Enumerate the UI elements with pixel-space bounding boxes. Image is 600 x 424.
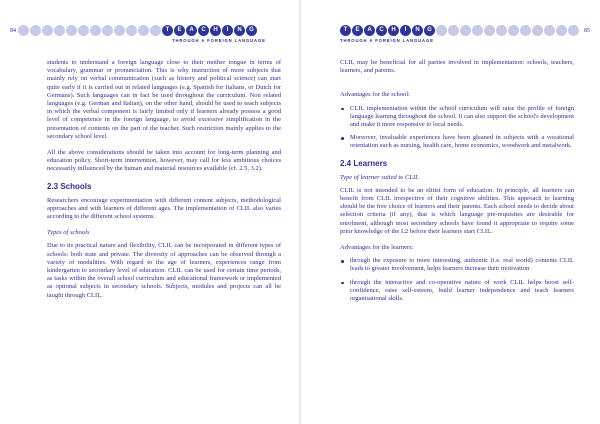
- circle-marker: [484, 25, 495, 36]
- circle-marker: [496, 25, 507, 36]
- subheading: Advantages for the learners:: [340, 244, 414, 252]
- subheading: Types of schools: [47, 229, 90, 237]
- banner-letter: E: [352, 25, 363, 36]
- section-heading: 2.3 Schools: [47, 181, 92, 191]
- circle-marker: [78, 25, 89, 36]
- circle-marker: [30, 25, 41, 36]
- circle-marker: [102, 25, 113, 36]
- bullet-list: [340, 105, 574, 151]
- list-item: Moreover, invaluable experiences have been gleaned in subjects with a vocational orientation such as nursing, health care, home economics, woodwork and metalwork.: [340, 134, 574, 150]
- banner-letter: C: [376, 25, 387, 36]
- header-tagline-right: THROUGH A FOREIGN LANGUAGE: [340, 38, 434, 43]
- banner-letter: H: [388, 25, 399, 36]
- circle-marker: [150, 25, 161, 36]
- list-item: CLIL implementation within the school curriculum will raise the profile of foreign language learning throughout the school. It can also support the school's development and make it more responsive to local needs.: [340, 105, 574, 130]
- circle-marker: [436, 25, 447, 36]
- paragraph: CLIL is not intended to be an elitist form of education. In principle, all learners can benefit from CLIL irrespective of their cognitive abilities. This approach to learning should be the free choice of learners and their parents. Each school needs to decide about selection criteria (if any), that is which language pre-requisites are desirable for enrolment, although most secondary schools have found it appropriate to require some prior knowledge of the L2 before their learners start CLIL.: [340, 186, 574, 235]
- banner-letter: C: [198, 25, 209, 36]
- circle-marker: [568, 25, 579, 36]
- subheading: Type of learner suited to CLIL: [340, 173, 419, 181]
- circle-marker: [508, 25, 519, 36]
- circle-marker: [54, 25, 65, 36]
- circle-marker: [18, 25, 29, 36]
- circle-marker: [556, 25, 567, 36]
- header-banner-left: [18, 25, 258, 36]
- banner-letter: G: [246, 25, 257, 36]
- banner-letter: A: [186, 25, 197, 36]
- banner-letter: E: [174, 25, 185, 36]
- paragraph: Due to its practical nature and flexibility, CLIL can be incorporated in different types of schools: both state and private. The diversity of approaches can be observed through a variety of modalities. With regard to the age of learners, experiences range from kindergarten to secondary level of education. CLIL can be used for certain time periods, as tasks within the overall school curriculum and educational framework or implemented as optional subjects in secondary schools. Subjects, modules and projects can all be taught through CLIL.: [47, 242, 281, 299]
- bullet-list: [340, 257, 574, 303]
- banner-letter: I: [400, 25, 411, 36]
- page-number-right: 85: [584, 28, 590, 34]
- subheading: Advantages for the school:: [340, 91, 410, 99]
- section-heading: 2.4 Learners: [340, 158, 388, 168]
- circle-marker: [42, 25, 53, 36]
- right-page-body: [340, 59, 574, 303]
- banner-letter: N: [234, 25, 245, 36]
- banner-letter: T: [162, 25, 173, 36]
- right-page: [300, 0, 600, 424]
- banner-letter: N: [412, 25, 423, 36]
- circle-marker: [138, 25, 149, 36]
- banner-letter: T: [340, 25, 351, 36]
- paragraph: students to understand a foreign language close to their mother tongue in terms of vocabulary, grammar or pronunciation. This is why instruction of more subjects that mainly rely on verbal communication (such as history and political science) can start quite early if it is carried out in related languages (e.g. Spanish for Italians, or Dutch for Germans). Such languages can in fact be used throughout the curriculum. Non related languages (e.g. German and Italian), on the other hand, should be used to teach subjects in which the verbal component is fairly limited only if learners already possess a good level of competence in the foreign language, to avoid excessive simplification in the presentation of contents on the part of the teacher. Such restriction mainly applies to the secondary school level.: [47, 59, 281, 140]
- list-item: through the exposure to more interesting, authentic (i.e. real world) contents CLIL leads to greater involvement, helps learners increase their motivation: [340, 257, 574, 273]
- circle-marker: [66, 25, 77, 36]
- left-page-body: [47, 59, 281, 300]
- circle-marker: [460, 25, 471, 36]
- circle-marker: [532, 25, 543, 36]
- banner-letter: G: [424, 25, 435, 36]
- circle-marker: [472, 25, 483, 36]
- circle-marker: [114, 25, 125, 36]
- list-item: through the interactive and co-operative nature of work CLIL helps boost self-confidence, raise self-esteem, build learner independence and teach learners organisational skills.: [340, 279, 574, 304]
- page-number-left: 84: [10, 28, 16, 34]
- banner-letter: A: [364, 25, 375, 36]
- circle-marker: [126, 25, 137, 36]
- circle-marker: [544, 25, 555, 36]
- paragraph: All the above considerations should be taken into account for long-term planning and education policy. Short-term intervention, however, may call for less ambitious choices necessarily influenced by the human and material resources available (cf. 2.5, 3.2).: [47, 149, 281, 173]
- header-banner-right: [340, 25, 580, 36]
- banner-letter: I: [222, 25, 233, 36]
- circle-marker: [520, 25, 531, 36]
- circle-marker: [90, 25, 101, 36]
- circle-marker: [448, 25, 459, 36]
- paragraph: Researchers encourage experimentation with different content subjects, methodological approaches and with learners of different ages. The implementation of CLIL also varies according to the different school systems.: [47, 196, 281, 221]
- banner-letter: H: [210, 25, 221, 36]
- paragraph: CLIL may be beneficial for all parties involved in implementation: schools, teachers, learners, and parents.: [340, 59, 574, 75]
- header-tagline-left: THROUGH A FOREIGN LANGUAGE: [172, 38, 266, 43]
